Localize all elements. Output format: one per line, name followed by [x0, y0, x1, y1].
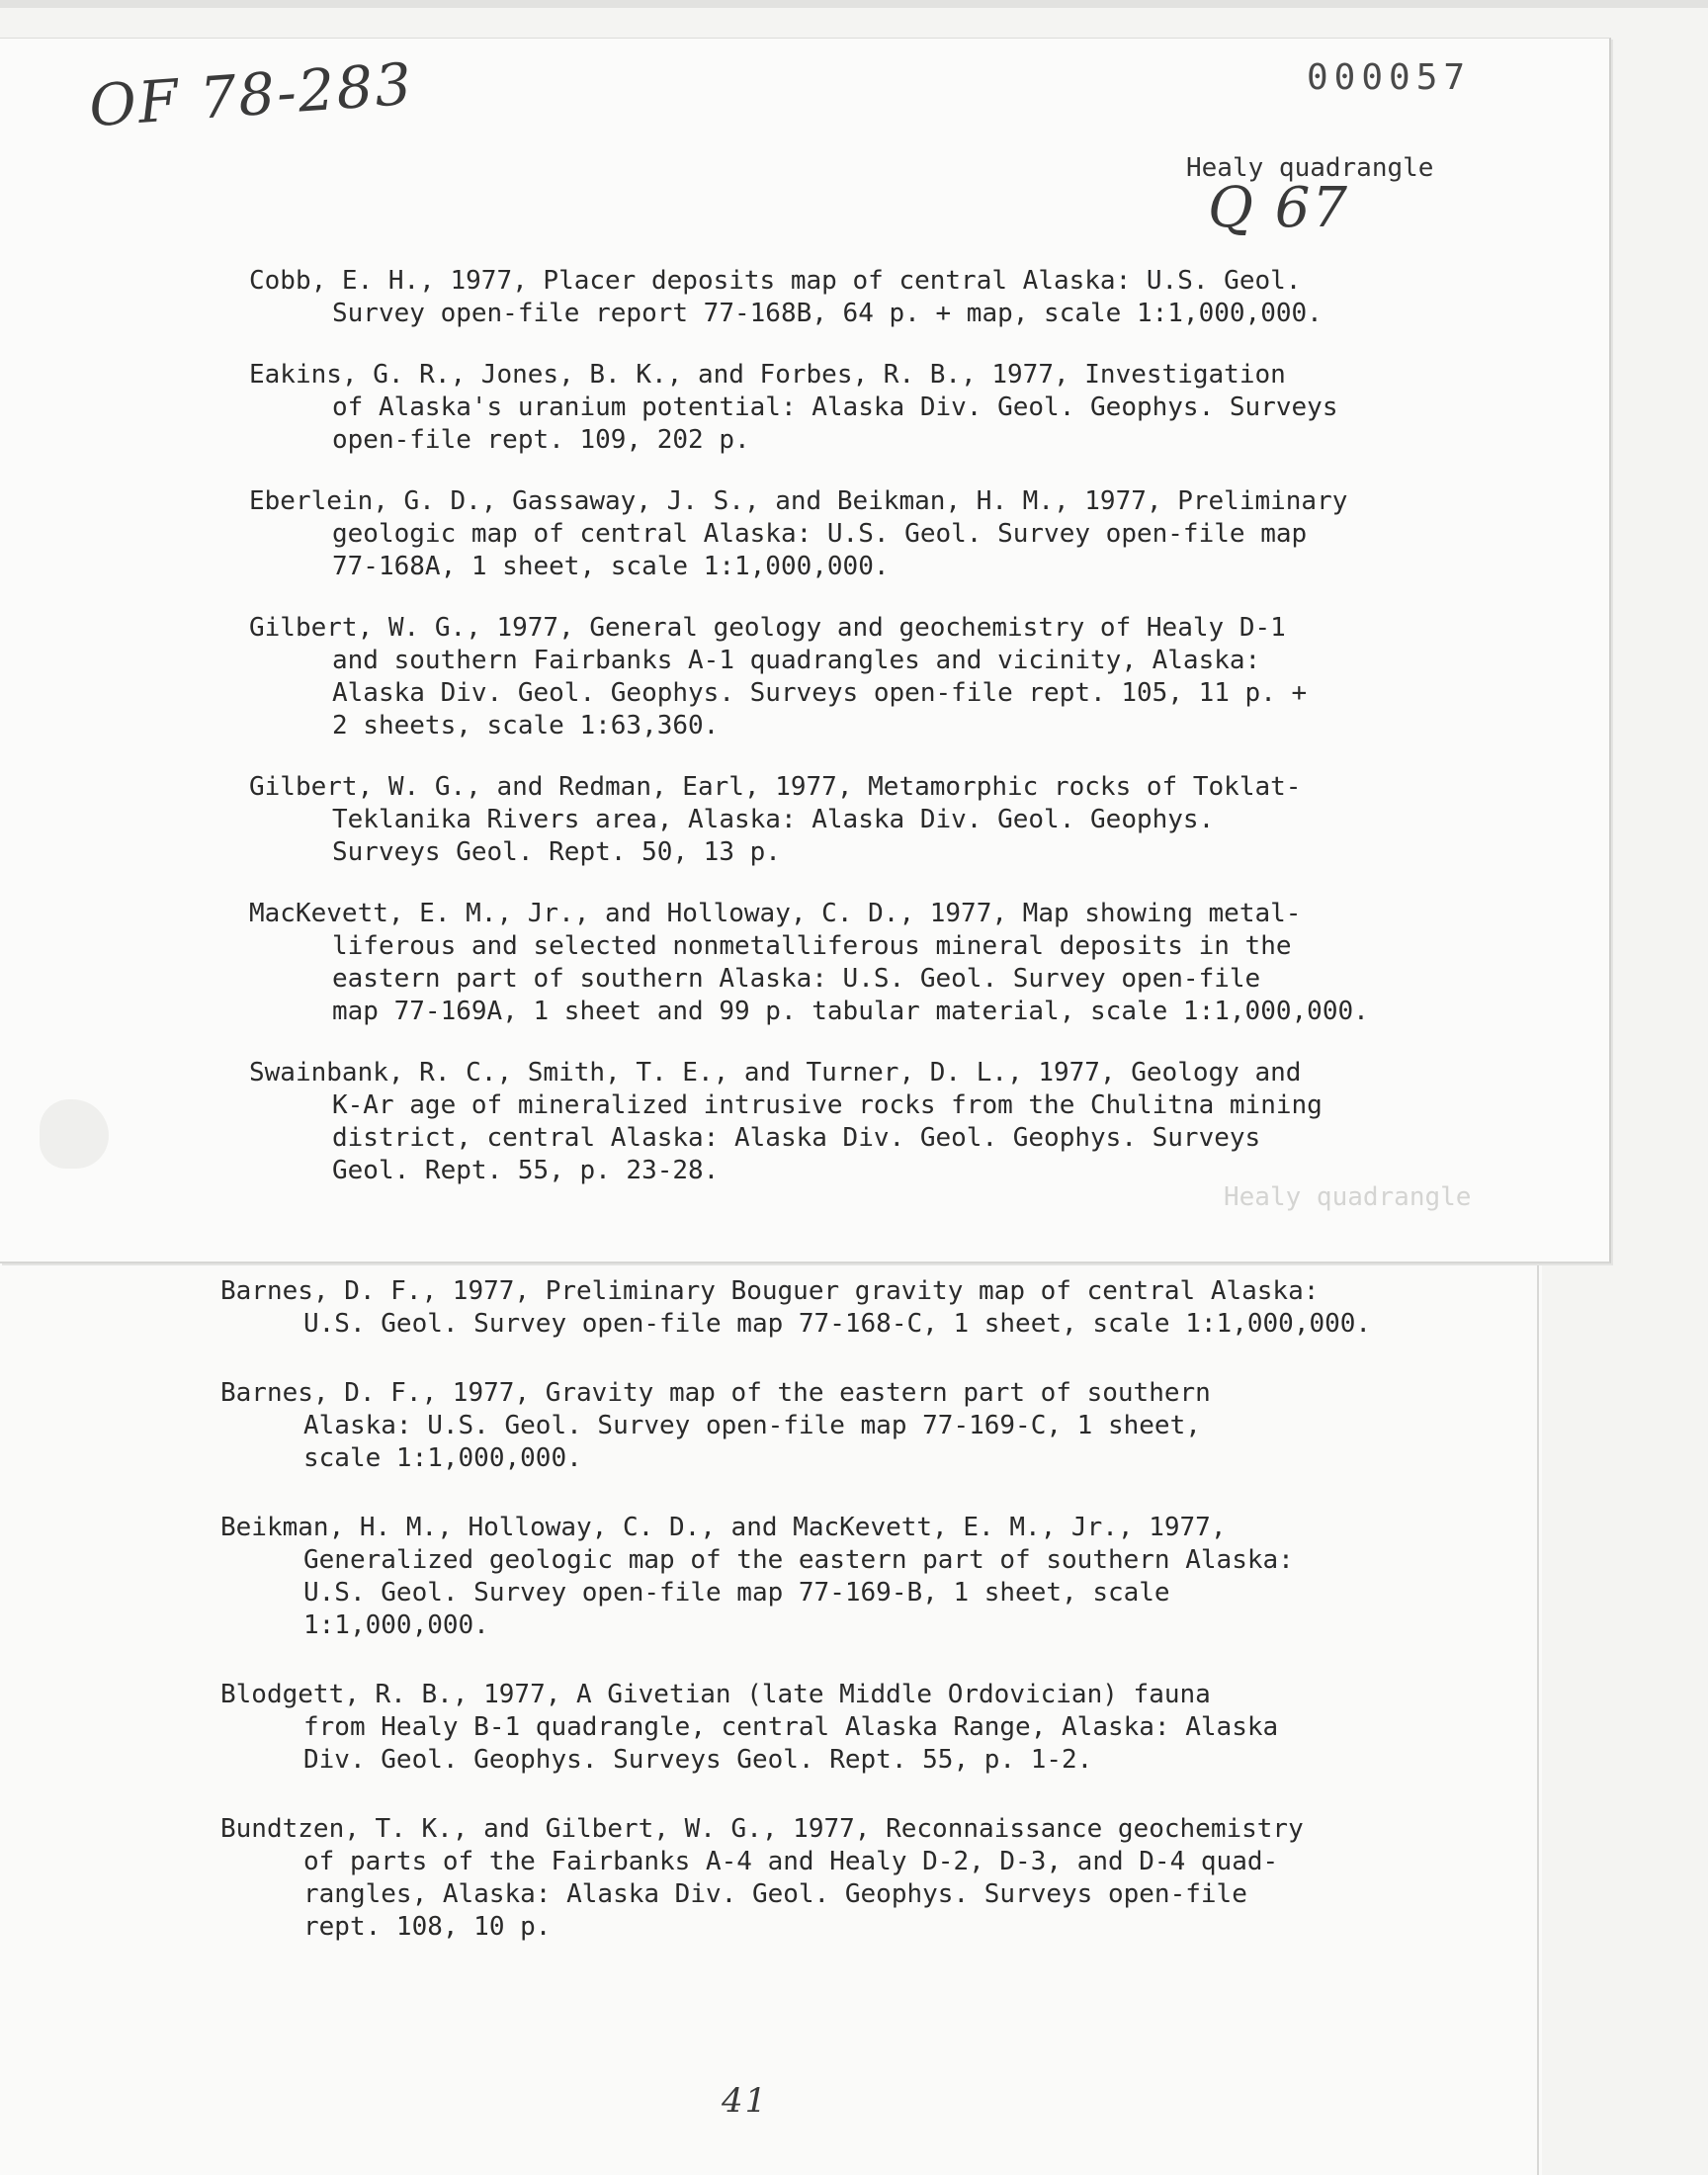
faded-quadrangle-label: Healy quadrangle: [1224, 1182, 1472, 1212]
reference-entry: MacKevett, E. M., Jr., and Holloway, C. D., 1977, Map showing metal- liferous and selected nonmetalliferous mineral deposits in the eastern part of southern Alaska: U.S. Geol. Survey open-file map 77-169A, 1 sheet and 99 p. tabular material, scale 1:1,000,000.: [249, 899, 1369, 1026]
page-number: 41: [722, 2081, 769, 2121]
reference-entry: Barnes, D. F., 1977, Preliminary Bouguer gravity map of central Alaska: U.S. Geol. Survey open-file map 77-168-C, 1 sheet, scale 1:1,000,000.: [220, 1276, 1372, 1339]
reference-entry: Barnes, D. F., 1977, Gravity map of the eastern part of southern Alaska: U.S. Geol. Survey open-file map 77-169-C, 1 sheet, scale 1:1,000,000.: [220, 1378, 1211, 1473]
bottom-card-reference-list: [220, 1275, 1535, 1980]
paper-smudge: [40, 1099, 109, 1169]
reference-entry: Beikman, H. M., Holloway, C. D., and MacKevett, E. M., Jr., 1977, Generalized geologic map of the eastern part of southern Alaska: U.S. Geol. Survey open-file map 77-169-B, 1 sheet, scale 1:1,000,000.: [220, 1513, 1294, 1640]
handwritten-code: Q 67: [1208, 176, 1349, 240]
top-card-reference-list: [249, 265, 1534, 1216]
reference-entry: Gilbert, W. G., 1977, General geology and geochemistry of Healy D-1 and southern Fairbanks A-1 quadrangles and vicinity, Alaska: Alaska Div. Geol. Geophys. Surveys open-file rept. 105, 11 p. + 2 sheets, scale 1:63,360.: [249, 613, 1308, 740]
reference-entry: Gilbert, W. G., and Redman, Earl, 1977, Metamorphic rocks of Toklat- Teklanika Rivers area, Alaska: Alaska Div. Geol. Geophys. Surveys Geol. Rept. 50, 13 p.: [249, 772, 1302, 867]
reference-entry: Cobb, E. H., 1977, Placer deposits map of central Alaska: U.S. Geol. Survey open-file report 77-168B, 64 p. + map, scale 1:1,000,000.: [249, 266, 1323, 328]
reference-entry: Eberlein, G. D., Gassaway, J. S., and Beikman, H. M., 1977, Preliminary geologic map of central Alaska: U.S. Geol. Survey open-file map 77-168A, 1 sheet, scale 1:1,000,000.: [249, 486, 1348, 581]
handwritten-file-number: OF 78-283: [87, 49, 416, 140]
reference-entry: Eakins, G. R., Jones, B. K., and Forbes, R. B., 1977, Investigation of Alaska's uranium potential: Alaska Div. Geol. Geophys. Surveys open-file rept. 109, 202 p.: [249, 360, 1338, 455]
reference-entry: Blodgett, R. B., 1977, A Givetian (late Middle Ordovician) fauna from Healy B-1 quadrangle, central Alaska Range, Alaska: Alaska Div. Geol. Geophys. Surveys Geol. Rept. 55, p. 1-2.: [220, 1680, 1279, 1775]
reference-entry: Swainbank, R. C., Smith, T. E., and Turner, D. L., 1977, Geology and K-Ar age of mineralized intrusive rocks from the Chulitna mining district, central Alaska: Alaska Div. Geol. Geophys. Surveys Geol. Rept. 55, p. 23-28.: [249, 1058, 1323, 1185]
stamp-number: 000057: [1307, 57, 1472, 98]
bottom-card-edge: [1537, 1226, 1539, 2175]
reference-entry: Bundtzen, T. K., and Gilbert, W. G., 1977, Reconnaissance geochemistry of parts of the Fairbanks A-4 and Healy D-2, D-3, and D-4 quad- rangles, Alaska: Alaska Div. Geol. Geophys. Surveys open-file rept. 108, 10 p.: [220, 1814, 1304, 1942]
quadrangle-label: Healy quadrangle: [1186, 153, 1434, 183]
scan-edge: [0, 0, 1708, 8]
